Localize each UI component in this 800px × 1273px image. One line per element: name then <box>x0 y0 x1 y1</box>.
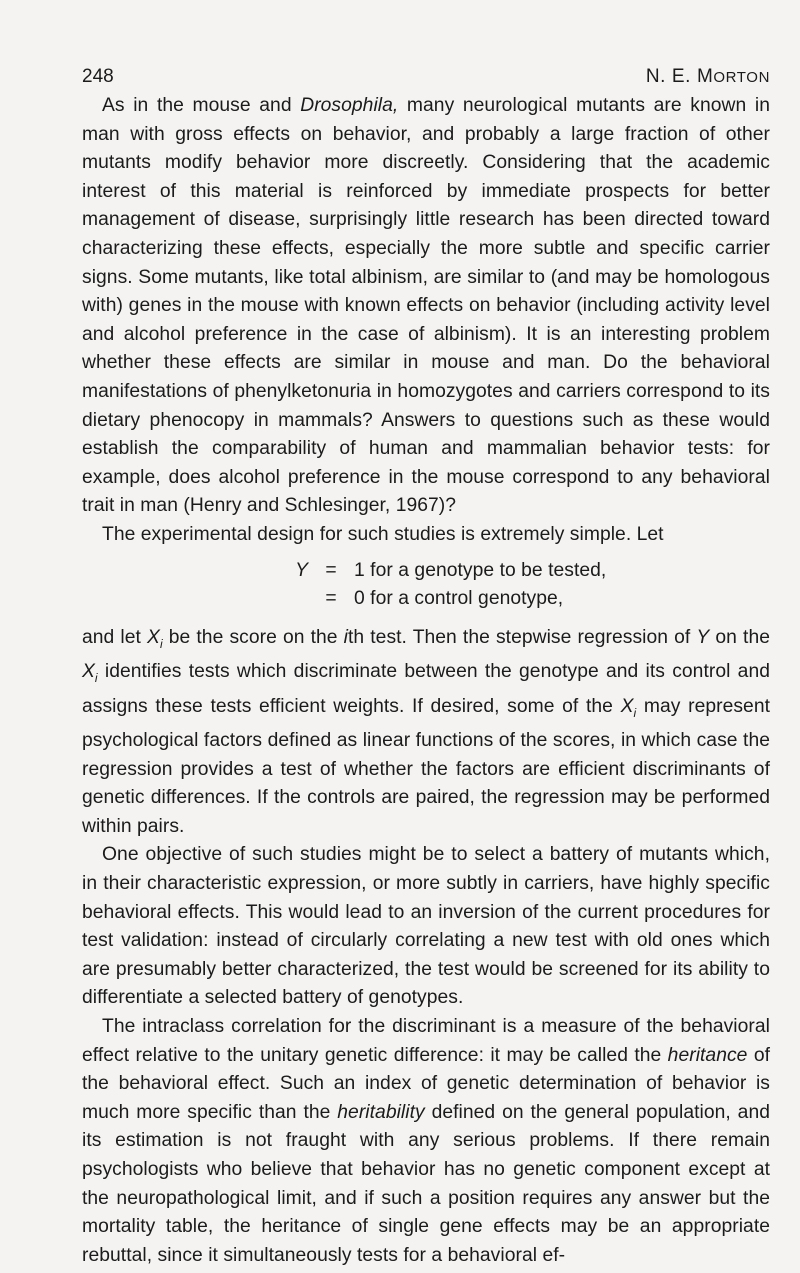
page-number: 248 <box>82 66 114 87</box>
running-head <box>82 62 770 92</box>
p3-sub-2: i <box>94 671 98 685</box>
p3-sub-3: i <box>633 705 637 720</box>
p5-heritability: heritability <box>337 1101 425 1123</box>
p3-text-e: identifies tests which discriminate between the genotype and its control and assigns these tests efficient weights. If desired, some of the <box>82 661 770 717</box>
equation-sign-2: = <box>325 588 337 610</box>
p3-text-b: be the score on the <box>162 626 344 648</box>
equation-case-2: 0 for a control genotype, <box>354 588 564 610</box>
p3-text-c: th test. Then the stepwise regression of <box>347 626 697 648</box>
p3-sub-1: i <box>159 636 163 651</box>
running-author <box>646 66 770 88</box>
paragraph-5 <box>82 1013 770 1270</box>
equation-row-1 <box>82 557 770 586</box>
author-surname-initial: M <box>696 66 714 87</box>
paragraph-2: The experimental design for such studies is extremely simple. Let <box>102 523 664 545</box>
p3-text-f: may represent psychological factors defined as linear functions of the scores, in which case the regression provides a test of whether the factors are efficient discriminants of genetic differences. If the controls are paired, the regression may be performed within pairs. <box>82 695 770 837</box>
paragraph-1 <box>82 92 770 521</box>
p5-text-c: of the behavioral effect. Such an index of genetic determination of behavior is much more specific than the <box>82 1044 770 1123</box>
p3-text-a: and let <box>82 626 148 648</box>
p3-var-x1: X <box>147 626 160 648</box>
p5-heritance: heritance <box>667 1044 748 1066</box>
p3-var-i: i <box>343 626 348 648</box>
p3-var-y: Y <box>696 626 710 648</box>
equation-lhs-blank <box>82 585 320 614</box>
equation-row-2 <box>82 585 770 614</box>
page <box>82 62 770 1270</box>
p3-var-x2: X <box>82 661 95 683</box>
p1-text-c: many neurological mutants are known in man with gross effects on behavior, and probably a large fraction of other mutants modify behavior more discreetly. Considering that the academic interest of this material is reinforced by immediate prospects for better management of disease, surprisingly little research has been directed toward characterizing these effects, especially the more subtle and specific carrier signs. Some mutants, like total albinism, are similar to (and may be homologous with) genes in the mouse with known effects on behavior (including activity level and alcohol preference in the case of albinism). It is an interesting problem whether these effects are similar in mouse and man. Do the behavioral manifestations of phenylketonuria in homozygotes and carriers correspond to its dietary phenocopy in mammals? Answers to questions such as these would establish the comparability of human and mammalian behavior tests: for example, does alcohol preference in the mouse correspond to any behavioral trait in man (Henry and Schlesinger, 1967)? <box>82 95 770 517</box>
p5-text-e: defined on the general population, and its estimation is not fraught with any serious problems. If there remain psychologists who believe that behavior has no genetic component except at the neuropathological limit, and if such a position requires any answer but the mortality table, the heritance of single gene effects may be an appropriate rebuttal, since it simultaneously tests for a behavioral ef- <box>82 1101 770 1266</box>
author-initials: N. E. <box>645 66 692 87</box>
equation-lhs: Y <box>295 559 308 581</box>
p1-drosophila: Drosophila, <box>300 95 399 116</box>
p3-text-d: on the <box>709 626 770 648</box>
equation <box>82 557 770 614</box>
paragraph-4: One objective of such studies might be to select a battery of mutants which, in their characteristic expression, or more subtly in carriers, have highly specific behavioral effects. This would lead to an inversion of the current procedures for test validation: instead of circularly correlating a new test with old ones which are presumably better characterized, the test would be screened for its ability to differentiate a selected battery of genotypes. <box>82 844 770 1009</box>
equation-sign-1: = <box>325 559 337 581</box>
paragraph-3 <box>82 624 770 842</box>
body-text <box>82 92 770 1270</box>
equation-case-1: 1 for a genotype to be tested, <box>354 559 607 581</box>
p3-var-x3: X <box>620 695 634 717</box>
author-surname-rest: ORTON <box>713 69 770 86</box>
p1-text-a: As in the mouse and <box>102 95 301 116</box>
p5-text-a: The intraclass correlation for the discriminant is a measure of the behavioral effect relative to the unitary genetic difference: it may be called the <box>82 1015 770 1066</box>
